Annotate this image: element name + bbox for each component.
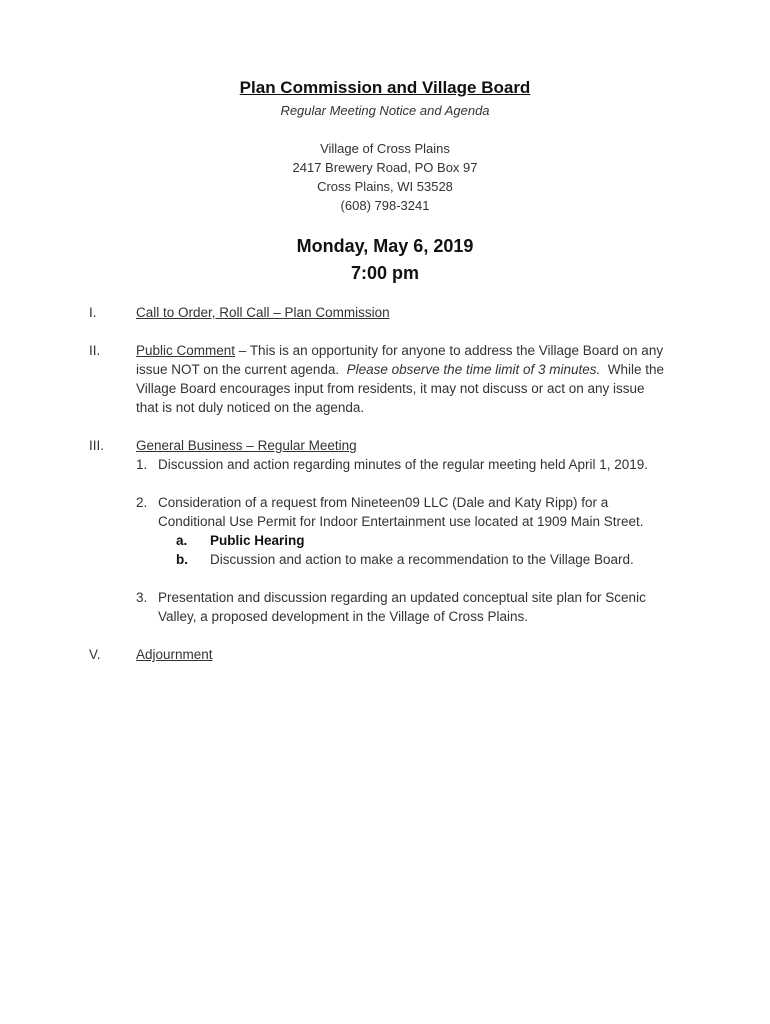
- subitem-number: 3.: [136, 590, 148, 605]
- document-title: Plan Commission and Village Board: [239, 78, 531, 97]
- item-title: Call to Order, Roll Call – Plan Commission: [136, 305, 390, 320]
- subitem-minutes: Discussion and action regarding minutes of the regular meeting held April 1, 2019.: [158, 457, 649, 472]
- address-line-1: Village of Cross Plains: [320, 141, 450, 156]
- subsubitem-recommendation: Discussion and action to make a recommendation to the Village Board.: [210, 552, 634, 567]
- item-title: Adjournment: [136, 647, 213, 662]
- item-number: V.: [89, 647, 101, 662]
- address-line-2: 2417 Brewery Road, PO Box 97: [292, 160, 478, 175]
- document-subtitle: Regular Meeting Notice and Agenda: [280, 103, 490, 118]
- subitem-site-plan-line-2: Valley, a proposed development in the Village of Cross Plains.: [158, 609, 528, 624]
- meeting-time: 7:00 pm: [350, 263, 420, 283]
- subsubitem-letter: b.: [176, 552, 188, 567]
- subitem-site-plan-line-1: Presentation and discussion regarding an updated conceptual site plan for Scenic: [158, 590, 646, 605]
- item-line-3: Village Board encourages input from residents, it may not discuss or act on any issue: [136, 381, 645, 396]
- item-text: – This is an opportunity for anyone to address the Village Board on any: [235, 343, 664, 358]
- item-line-1: [136, 343, 696, 358]
- item-text: issue NOT on the current agenda.: [136, 362, 347, 377]
- subitem-cup-line-2: Conditional Use Permit for Indoor Entertainment use located at 1909 Main Street.: [158, 514, 644, 529]
- item-line-2: [136, 362, 696, 377]
- subitem-cup-line-1: Consideration of a request from Nineteen09 LLC (Dale and Katy Ripp) for a: [158, 495, 609, 510]
- item-title: General Business – Regular Meeting: [136, 438, 357, 453]
- item-number: II.: [89, 343, 101, 358]
- item-text: While the: [600, 362, 665, 377]
- meeting-date: Monday, May 6, 2019: [296, 236, 474, 256]
- subitem-number: 1.: [136, 457, 148, 472]
- subitem-number: 2.: [136, 495, 148, 510]
- item-title: Public Comment: [136, 343, 236, 358]
- public-hearing: Public Hearing: [210, 533, 305, 548]
- item-line-4: that is not duly noticed on the agenda.: [136, 400, 365, 415]
- address-line-3: Cross Plains, WI 53528: [317, 179, 453, 194]
- phone-number: (608) 798-3241: [340, 198, 430, 213]
- subsubitem-letter: a.: [176, 533, 188, 548]
- time-limit-note: Please observe the time limit of 3 minutes.: [346, 362, 601, 377]
- item-number: III.: [89, 438, 105, 453]
- item-number: I.: [89, 305, 97, 320]
